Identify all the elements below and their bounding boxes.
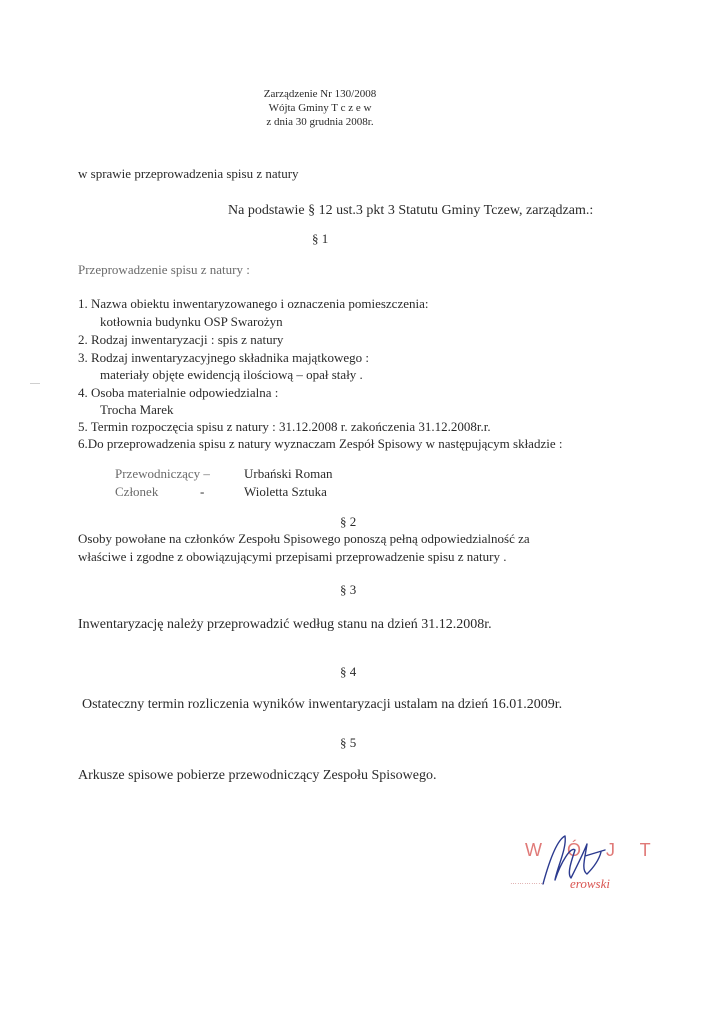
svg-text:W Ó J T: W Ó J T [525,840,661,860]
header-date: z dnia 30 grudnia 2008r. [266,116,374,128]
item-2: 2. Rodzaj inwentaryzacji : spis z natury [78,332,284,347]
signature-graphic [505,832,661,892]
member-role: Członek [115,484,159,499]
subject-line: w sprawie przeprowadzenia spisu z natury [78,166,299,181]
section-1-intro: Przeprowadzenie spisu z natury : [78,262,250,277]
item-4-detail: Trocha Marek [100,402,174,417]
official-stamp [505,832,661,892]
item-3: 3. Rodzaj inwentaryzacyjnego składnika majątkowego : [78,350,369,365]
item-5: 5. Termin rozpoczęcia spisu z natury : 31.12.2008 r. zakończenia 31.12.2008r.r. [78,419,491,434]
section-1-heading: § 1 [312,231,329,246]
legal-basis: Na podstawie § 12 ust.3 pkt 3 Statutu Gminy Tczew, zarządzam.: [228,203,594,218]
header-issuer: Wójta Gminy T c z e w [268,102,372,114]
section-5-heading: § 5 [340,735,357,750]
section-3-text: Inwentaryzację należy przeprowadzić według stanu na dzień 31.12.2008r. [78,617,492,632]
margin-mark [30,383,40,384]
member-name: Urbański Roman [244,466,333,481]
item-1-detail: kotłownia budynku OSP Swarożyn [100,314,283,329]
member-separator: - [200,484,205,499]
svg-text:erowski: erowski [570,876,610,891]
section-3-heading: § 3 [340,582,357,597]
item-1: 1. Nazwa obiektu inwentaryzowanego i oznaczenia pomieszczenia: [78,296,429,311]
item-6: 6.Do przeprowadzenia spisu z natury wyznaczam Zespół Spisowy w następującym składzie : [78,436,563,451]
header-ordinance-number: Zarządzenie Nr 130/2008 [263,88,377,100]
item-4: 4. Osoba materialnie odpowiedzialna : [78,385,279,400]
section-2-line-1: Osoby powołane na członków Zespołu Spisowego ponoszą pełną odpowiedzialność za [78,531,530,546]
item-3-detail: materiały objęte ewidencją ilościową – opał stały . [100,367,363,382]
section-4-text: Ostateczny termin rozliczenia wyników inwentaryzacji ustalam na dzień 16.01.2009r. [82,697,563,712]
section-5-text: Arkusze spisowe pobierze przewodniczący Zespołu Spisowego. [78,768,437,783]
member-name: Wioletta Sztuka [244,484,327,499]
member-role: Przewodniczący – [115,466,210,481]
section-2-line-2: właściwe i zgodne z obowiązującymi przepisami przeprowadzenie spisu z natury . [78,549,507,564]
svg-text:……………: …………… [510,879,545,886]
section-4-heading: § 4 [340,664,357,679]
section-2-heading: § 2 [340,514,357,529]
